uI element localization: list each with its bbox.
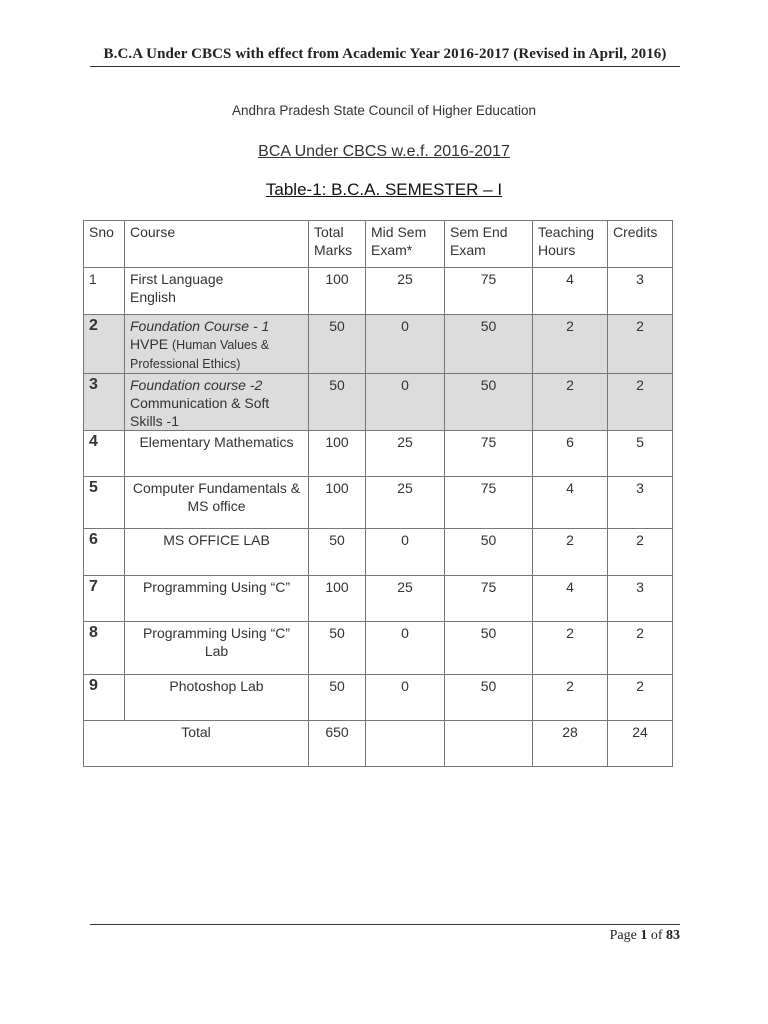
row-sno: 2 [84, 315, 125, 374]
row-credits: 2 [608, 529, 673, 576]
subtitle-text: BCA Under CBCS w.e.f. 2016-2017 [258, 143, 510, 160]
course-line: English [130, 289, 176, 305]
row-total-marks: 50 [309, 315, 366, 374]
table-row [84, 374, 673, 431]
row-mid-sem: 0 [366, 622, 445, 675]
row-teaching-hours: 2 [533, 675, 608, 721]
row-total-marks: 100 [309, 576, 366, 622]
table-row [84, 675, 673, 721]
row-sem-end: 75 [445, 576, 533, 622]
row-total-marks: 50 [309, 374, 366, 431]
course-line [130, 335, 303, 373]
table-row [84, 431, 673, 477]
row-sno: 5 [84, 477, 125, 529]
row-sno: 7 [84, 576, 125, 622]
row-credits: 3 [608, 576, 673, 622]
row-teaching-hours: 2 [533, 315, 608, 374]
row-mid-sem: 0 [366, 374, 445, 431]
course-note: (Human Values & Professional Ethics) [130, 338, 270, 371]
table-row [84, 576, 673, 622]
of-word: of [650, 928, 663, 943]
row-credits: 3 [608, 477, 673, 529]
row-sem-end: 75 [445, 477, 533, 529]
row-teaching-hours: 4 [533, 576, 608, 622]
row-mid-sem: 0 [366, 315, 445, 374]
total-sem-end [445, 721, 533, 767]
table-row [84, 477, 673, 529]
semester-table [83, 220, 673, 767]
row-course: Computer Fundamentals & MS office [125, 477, 309, 529]
column-header-sem-end: Sem End Exam [445, 221, 533, 268]
table-total-row [84, 721, 673, 767]
column-header-mid-sem: Mid Sem Exam* [366, 221, 445, 268]
row-credits: 2 [608, 374, 673, 431]
row-course: Programming Using “C” [125, 576, 309, 622]
column-header-total-marks: Total Marks [309, 221, 366, 268]
row-total-marks: 50 [309, 675, 366, 721]
course-line: First Language [130, 271, 224, 287]
row-mid-sem: 25 [366, 477, 445, 529]
row-sno: 4 [84, 431, 125, 477]
row-sem-end: 50 [445, 374, 533, 431]
row-sem-end: 50 [445, 315, 533, 374]
row-teaching-hours: 2 [533, 374, 608, 431]
row-mid-sem: 25 [366, 431, 445, 477]
row-sno: 9 [84, 675, 125, 721]
table-row [84, 622, 673, 675]
row-credits: 2 [608, 315, 673, 374]
total-marks-sum: 650 [309, 721, 366, 767]
page-current: 1 [640, 928, 648, 943]
row-credits: 5 [608, 431, 673, 477]
row-sno: 3 [84, 374, 125, 431]
row-teaching-hours: 6 [533, 431, 608, 477]
course-line: Foundation Course - 1 [130, 318, 270, 334]
row-course: Programming Using “C” Lab [125, 622, 309, 675]
row-sem-end: 50 [445, 675, 533, 721]
course-abbrev: HVPE [130, 336, 169, 352]
footer-rule [90, 924, 680, 925]
column-header-course: Course [125, 221, 309, 268]
course-line: Communication & Soft Skills -1 [130, 395, 270, 429]
row-mid-sem: 0 [366, 529, 445, 576]
document-subtitle [0, 143, 768, 161]
row-total-marks: 100 [309, 268, 366, 315]
row-teaching-hours: 4 [533, 268, 608, 315]
total-mid-sem [366, 721, 445, 767]
row-teaching-hours: 2 [533, 529, 608, 576]
running-header: B.C.A Under CBCS with effect from Academic Year 2016-2017 (Revised in April, 2016) [103, 46, 667, 62]
table-title [0, 180, 768, 200]
row-course [125, 268, 309, 315]
row-sno: 8 [84, 622, 125, 675]
row-mid-sem: 0 [366, 675, 445, 721]
page-total: 83 [666, 928, 680, 943]
row-total-marks: 100 [309, 431, 366, 477]
column-header-sno: Sno [84, 221, 125, 268]
column-header-teaching-hours: Teaching Hours [533, 221, 608, 268]
page-number [610, 928, 680, 944]
table-title-text: Table-1: B.C.A. SEMESTER – I [265, 180, 503, 199]
row-course [125, 374, 309, 431]
row-teaching-hours: 4 [533, 477, 608, 529]
row-credits: 2 [608, 622, 673, 675]
row-sem-end: 50 [445, 622, 533, 675]
row-total-marks: 100 [309, 477, 366, 529]
row-mid-sem: 25 [366, 576, 445, 622]
page-word: Page [609, 928, 637, 943]
row-mid-sem: 25 [366, 268, 445, 315]
row-course: Photoshop Lab [125, 675, 309, 721]
header-rule [90, 66, 680, 67]
table-row [84, 315, 673, 374]
row-credits: 3 [608, 268, 673, 315]
row-sem-end: 50 [445, 529, 533, 576]
row-total-marks: 50 [309, 529, 366, 576]
row-sem-end: 75 [445, 431, 533, 477]
row-course: MS OFFICE LAB [125, 529, 309, 576]
row-credits: 2 [608, 675, 673, 721]
total-teaching-hours: 28 [533, 721, 608, 767]
council-name: Andhra Pradesh State Council of Higher Education [232, 103, 536, 118]
column-header-credits: Credits [608, 221, 673, 268]
course-line: Foundation course -2 [130, 377, 263, 393]
row-sno: 6 [84, 529, 125, 576]
row-sno: 1 [84, 268, 125, 315]
table-row [84, 268, 673, 315]
row-course [125, 315, 309, 374]
row-total-marks: 50 [309, 622, 366, 675]
row-course: Elementary Mathematics [125, 431, 309, 477]
total-label: Total [84, 721, 309, 767]
total-credits: 24 [608, 721, 673, 767]
table-header-row [84, 221, 673, 268]
row-sem-end: 75 [445, 268, 533, 315]
row-teaching-hours: 2 [533, 622, 608, 675]
table-row [84, 529, 673, 576]
